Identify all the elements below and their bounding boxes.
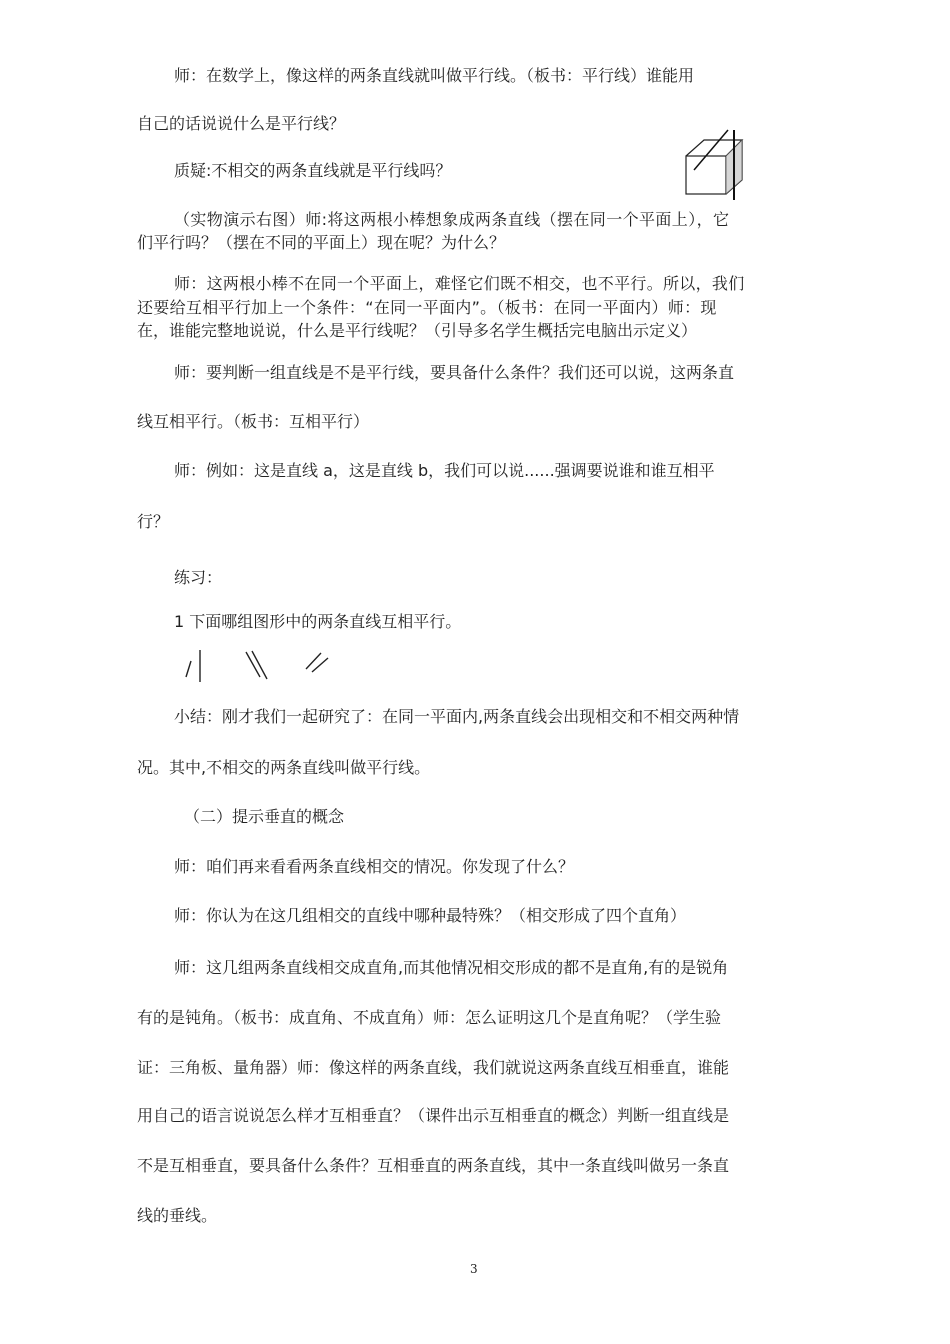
paragraph-line: 在，谁能完整地说说，什么是平行线呢？（引导多名学生概括完电脑出示定义）: [137, 321, 698, 340]
paragraph-line: 师：在数学上，像这样的两条直线就叫做平行线。（板书：平行线）谁能用: [174, 66, 695, 85]
paragraph-line: 师：例如：这是直线 a，这是直线 b，我们可以说......强调要说谁和谁互相平: [174, 461, 715, 480]
paragraph-line: 自己的话说说什么是平行线？: [137, 114, 346, 133]
paragraph-line: 证：三角板、量角器）师：像这样的两条直线，我们就说这两条直线互相垂直，谁能: [137, 1058, 730, 1077]
paragraph-line: 师：这几组两条直线相交成直角,而其他情况相交形成的都不是直角,有的是锐角: [174, 958, 729, 977]
paragraph-line: 质疑:不相交的两条直线就是平行线吗？: [174, 161, 452, 180]
paragraph-line: 师：这两根小棒不在同一个平面上，难怪它们既不相交，也不平行。所以，我们: [174, 274, 745, 293]
paragraph-line: 行？: [137, 512, 170, 531]
line-pairs-figure: [178, 645, 338, 685]
pair2-line1: [246, 652, 260, 677]
paragraph-line: 师：你认为在这几组相交的直线中哪种最特殊？（相交形成了四个直角）: [174, 906, 687, 925]
paragraph-line: （实物演示右图）师:将这两根小棒想象成两条直线（摆在同一个平面上），它: [174, 210, 730, 229]
paragraph-line: 小结：刚才我们一起研究了：在同一平面内,两条直线会出现相交和不相交两种情: [174, 707, 740, 726]
cube-sticks-figure: [680, 128, 750, 202]
section-heading: （二）提示垂直的概念: [184, 807, 345, 826]
paragraph-line: 不是互相垂直，要具备什么条件？互相垂直的两条直线，其中一条直线叫做另一条直: [137, 1156, 730, 1175]
exercise-question: 1 下面哪组图形中的两条直线互相平行。: [174, 612, 462, 631]
paragraph-line: 线互相平行。（板书：互相平行）: [137, 412, 370, 431]
paragraph-line: 们平行吗？（摆在不同的平面上）现在呢？为什么？: [137, 233, 506, 252]
page-number: 3: [470, 1262, 478, 1276]
paragraph-line: 有的是钝角。（板书：成直角、不成直角）师：怎么证明这几个是直角呢？（学生验: [137, 1008, 722, 1027]
paragraph-line: 线的垂线。: [137, 1206, 218, 1225]
paragraph-line: 练习：: [174, 568, 223, 587]
paragraph-line: 还要给互相平行加上一个条件：“在同一平面内”。（板书：在同一平面内）师：现: [137, 298, 717, 317]
paragraph-line: 用自己的语言说说怎么样才互相垂直？（课件出示互相垂直的概念）判断一组直线是: [137, 1106, 730, 1125]
pair1-line1: [186, 661, 191, 677]
paragraph-line: 师：咱们再来看看两条直线相交的情况。你发现了什么？: [174, 857, 575, 876]
paragraph-line: 况。其中,不相交的两条直线叫做平行线。: [137, 758, 431, 777]
paragraph-line: 师：要判断一组直线是不是平行线，要具备什么条件？我们还可以说，这两条直: [174, 363, 735, 382]
